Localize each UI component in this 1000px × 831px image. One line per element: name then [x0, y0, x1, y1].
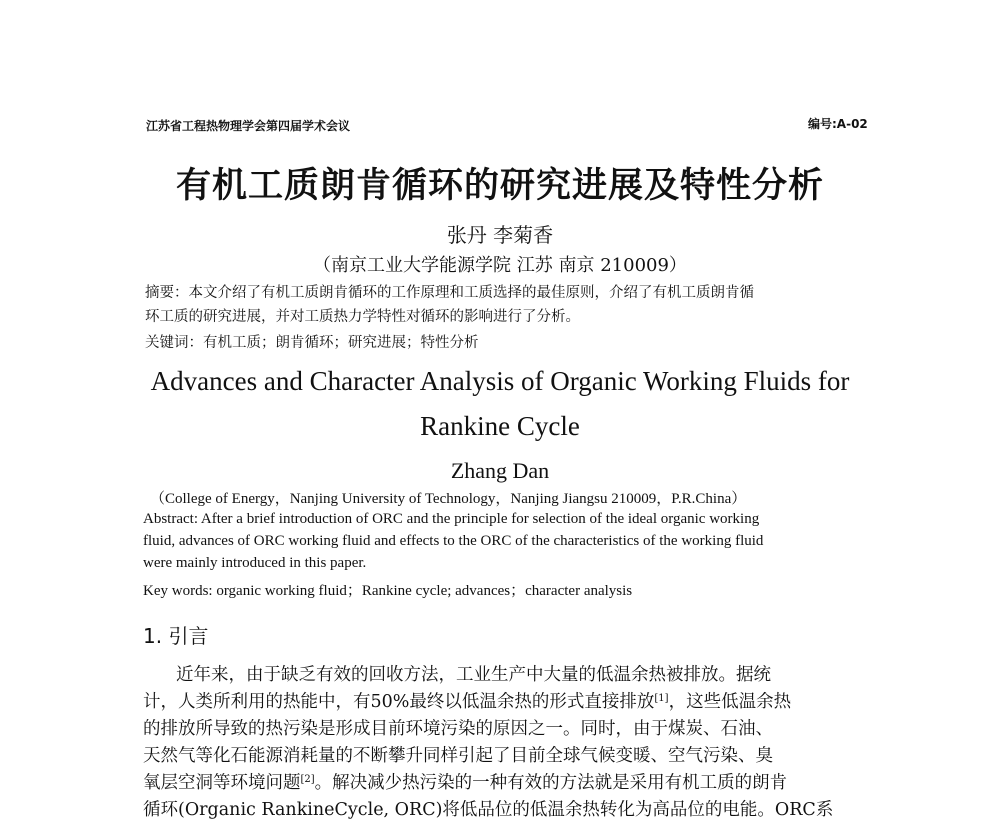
abstract-chinese-line-1: 摘要：本文介绍了有机工质朗肯循环的工作原理和工质选择的最佳原则，介绍了有机工质朗肯循: [145, 285, 754, 301]
author-english: Zhang Dan: [450, 458, 550, 483]
body-line-5-text-b: 。解决减少热污染的一种有效的方法就是采用有机工质的朗肯: [314, 773, 788, 793]
body-line-3: 的排放所导致的热污染是形成目前环境污染的原因之一。同时，由于煤炭、石油、: [143, 719, 773, 739]
keywords-english: Key words: organic working fluid；Rankine cycle; advances；character analysis: [143, 583, 633, 599]
abstract-english-line-2: fluid, advances of ORC working fluid and effects to the ORC of the characteristics of the working fluid: [143, 533, 764, 549]
affiliation-chinese: （南京工业大学能源学院 江苏 南京 210009）: [313, 255, 687, 276]
body-line-2-text-b: ，这些低温余热: [668, 692, 792, 712]
conference-header: 江苏省工程热物理学会第四届学术会议: [146, 119, 351, 133]
abstract-english-line-3: were mainly introduced in this paper.: [143, 555, 367, 571]
keywords-chinese: 关键词：有机工质；朗肯循环；研究进展；特性分析: [145, 335, 479, 351]
affiliation-english: （College of Energy，Nanjing University of Technology，Nanjing Jiangsu 210009，P.R.China）: [150, 491, 747, 507]
title-chinese: 有机工质朗肯循环的研究进展及特性分析: [175, 166, 824, 206]
body-line-6: 循环(Organic RankineCycle, ORC)将低品位的低温余热转化为高品位的电能。ORC系: [143, 800, 834, 820]
title-english-line-1: Advances and Character Analysis of Organic Working Fluids for: [150, 366, 850, 396]
title-english-line-2: Rankine Cycle: [420, 411, 580, 441]
citation-ref-2: [2]: [300, 774, 315, 785]
body-line-5: [143, 769, 787, 794]
body-line-1: 近年来，由于缺乏有效的回收方法，工业生产中大量的低温余热被排放。据统: [176, 665, 771, 685]
body-line-5-text-a: 氧层空洞等环境问题: [143, 773, 301, 793]
abstract-english-line-1: Abstract: After a brief introduction of ORC and the principle for selection of the ideal organic working: [143, 511, 760, 527]
paper-code: 编号:A-02: [808, 117, 868, 131]
body-line-4: 天然气等化石能源消耗量的不断攀升同样引起了目前全球气候变暖、空气污染、臭: [143, 746, 773, 766]
body-line-2-text-a: 计，人类所利用的热能中，有50%最终以低温余热的形式直接排放: [143, 692, 655, 712]
citation-ref-1: [1]: [654, 693, 669, 704]
section-heading-introduction: 1. 引言: [143, 624, 209, 648]
body-line-2: [143, 688, 791, 713]
authors-chinese: 张丹 李菊香: [446, 223, 554, 247]
abstract-chinese-line-2: 环工质的研究进展，并对工质热力学特性对循环的影响进行了分析。: [145, 309, 580, 325]
